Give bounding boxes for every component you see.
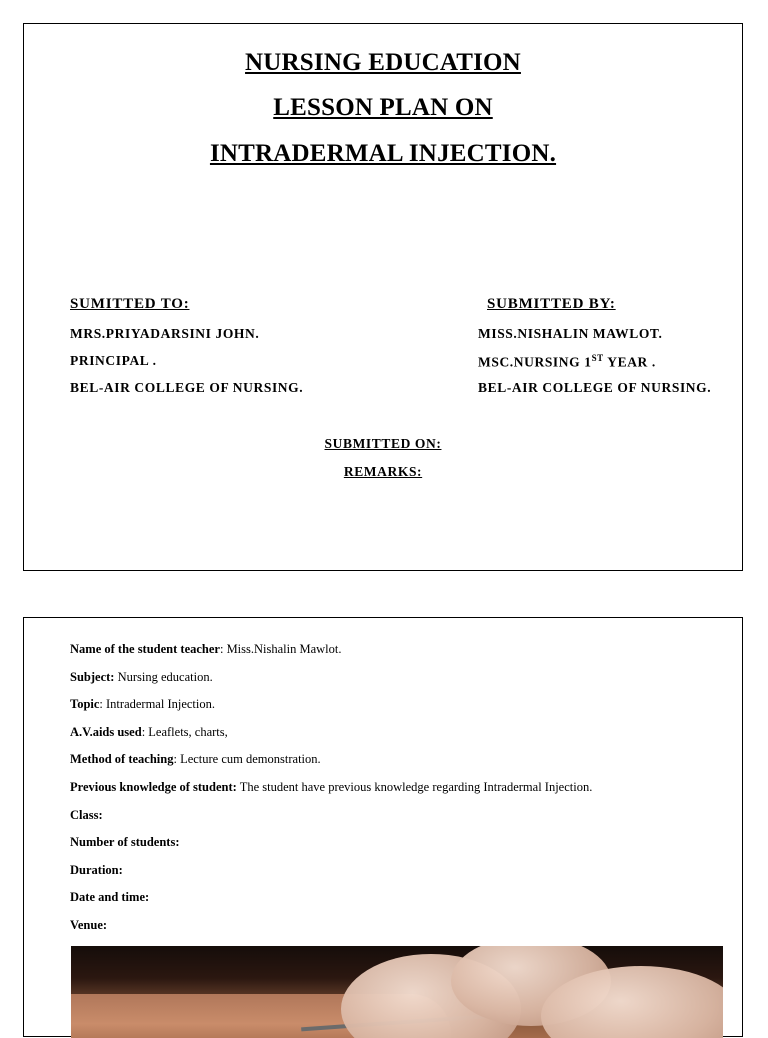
title-line-2: LESSON PLAN ON	[273, 94, 493, 121]
role-superscript: ST	[591, 353, 604, 363]
submitted-to-name: MRS.PRIYADARSINI JOHN.	[70, 326, 260, 341]
title-line-1: NURSING EDUCATION	[245, 49, 521, 76]
submitted-by-role	[478, 353, 656, 371]
role-suffix: YEAR .	[603, 354, 656, 370]
cover-page	[23, 23, 743, 571]
detail-label: Name of the student teacher	[70, 642, 220, 656]
submitted-by-name: MISS.NISHALIN MAWLOT.	[478, 326, 663, 341]
detail-row	[70, 752, 321, 767]
detail-row	[70, 697, 215, 712]
detail-row	[70, 808, 103, 823]
detail-row	[70, 890, 149, 905]
role-prefix: MSC.NURSING 1	[478, 354, 592, 370]
remarks-label: REMARKS:	[343, 464, 423, 479]
title-line-3: INTRADERMAL INJECTION.	[209, 140, 557, 167]
detail-label: Venue:	[70, 918, 108, 932]
detail-row	[70, 780, 592, 795]
detail-label: Duration:	[70, 862, 123, 877]
detail-row	[70, 863, 123, 878]
detail-label: A.V.aids used	[70, 724, 142, 739]
detail-label: Subject:	[70, 669, 115, 684]
details-page	[23, 617, 743, 1037]
submitted-by-heading: SUBMITTED BY:	[487, 296, 616, 312]
detail-value: : Miss.Nishalin Mawlot.	[219, 642, 342, 656]
detail-label: Class:	[70, 807, 103, 822]
injection-photo	[71, 946, 723, 1038]
detail-row	[70, 642, 342, 657]
detail-label: Topic	[70, 697, 100, 712]
detail-label: Previous knowledge of student:	[70, 780, 237, 794]
submitted-to-role: PRINCIPAL .	[70, 353, 157, 368]
submitted-to-heading: SUMITTED TO:	[70, 296, 190, 312]
detail-value: : Intradermal Injection.	[99, 697, 215, 712]
detail-label: Method of teaching	[70, 752, 174, 767]
detail-label: Number of students:	[70, 835, 180, 850]
detail-label: Date and time:	[70, 890, 150, 905]
detail-value: Nursing education.	[114, 669, 213, 684]
detail-value: The student have previous knowledge regarding Intradermal Injection.	[236, 780, 593, 794]
detail-value: : Lecture cum demonstration.	[173, 752, 321, 767]
detail-row	[70, 670, 213, 685]
detail-row	[70, 918, 107, 933]
detail-value: : Leaflets, charts,	[141, 724, 228, 739]
detail-row	[70, 725, 228, 740]
submitted-on-label: SUBMITTED ON:	[324, 436, 442, 451]
submitted-to-college: BEL-AIR COLLEGE OF NURSING.	[70, 380, 304, 395]
detail-row	[70, 835, 180, 850]
submitted-by-college: BEL-AIR COLLEGE OF NURSING.	[478, 380, 712, 395]
